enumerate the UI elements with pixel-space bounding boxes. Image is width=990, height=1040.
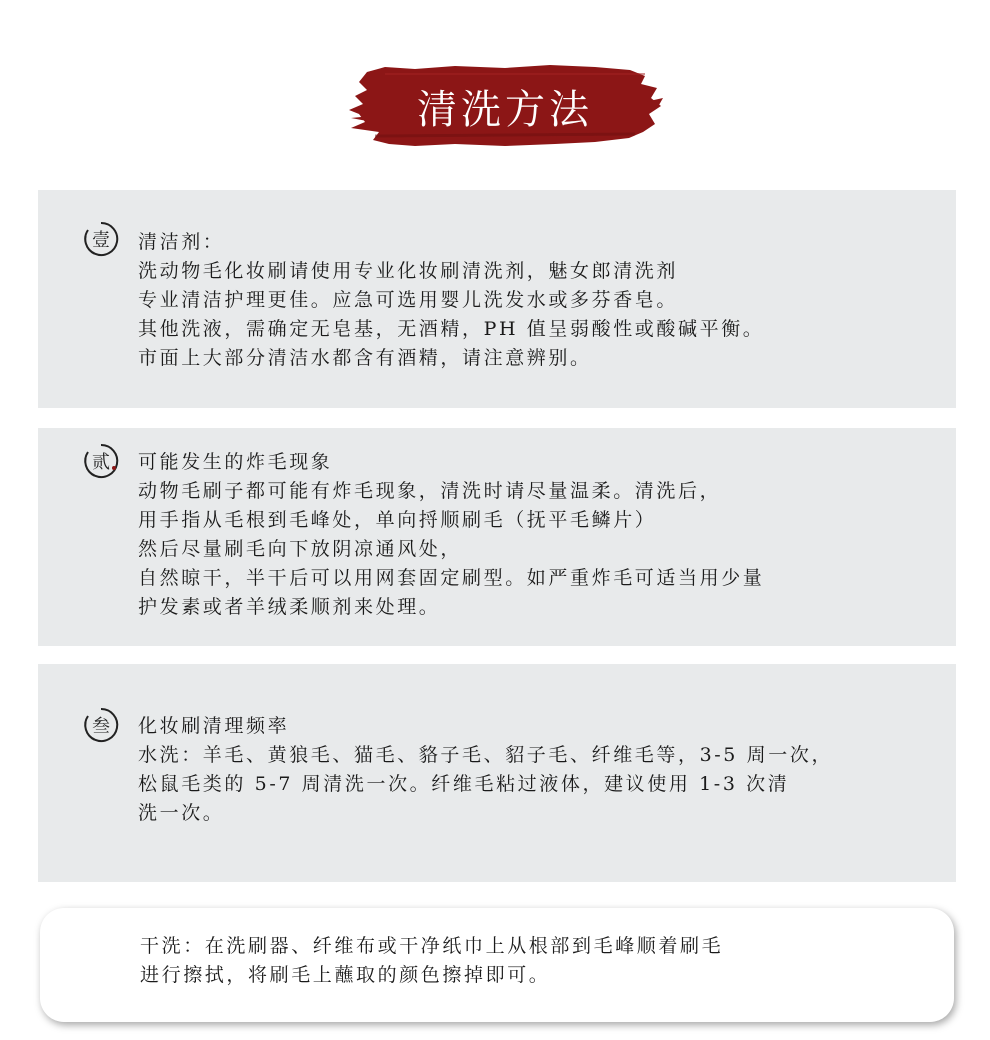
seal-stamp-icon xyxy=(82,220,120,258)
section-line: 动物毛刷子都可能有炸毛现象，清洗时请尽量温柔。清洗后， xyxy=(138,480,722,502)
seal-character: 贰 xyxy=(92,452,110,473)
section-title: 清洁剂： xyxy=(138,231,225,253)
page-title: 清洗方法 xyxy=(417,86,593,133)
section-frizz xyxy=(38,428,956,646)
section-line: 用手指从毛根到毛峰处，单向捋顺刷毛（抚平毛鳞片） xyxy=(138,509,657,531)
section-line: 松鼠毛类的 5-7 周清洗一次。纤维毛粘过液体，建议使用 1-3 次清 xyxy=(138,773,790,795)
dry-wash-line: 进行擦拭，将刷毛上蘸取的颜色擦掉即可。 xyxy=(140,964,551,986)
section-line: 洗一次。 xyxy=(138,802,225,824)
section-line: 专业清洁护理更佳。应急可选用婴儿洗发水或多芬香皂。 xyxy=(138,289,679,311)
section-line: 然后尽量刷毛向下放阴凉通风处， xyxy=(138,538,463,560)
section-line: 其他洗液，需确定无皂基，无酒精，PH 值呈弱酸性或酸碱平衡。 xyxy=(138,318,765,340)
title-banner xyxy=(345,58,665,154)
section-title: 化妆刷清理频率 xyxy=(138,715,290,737)
dry-wash-line: 干洗：在洗刷器、纤维布或干净纸巾上从根部到毛峰顺着刷毛 xyxy=(140,935,724,957)
section-text xyxy=(138,448,916,622)
dry-wash-card xyxy=(40,908,954,1022)
section-line: 水洗：羊毛、黄狼毛、猫毛、貉子毛、貂子毛、纤维毛等，3-5 周一次， xyxy=(138,744,834,766)
seal-character: 壹 xyxy=(92,230,110,251)
seal-stamp-icon xyxy=(82,706,120,744)
section-frequency xyxy=(38,664,956,882)
section-line: 市面上大部分清洁水都含有酒精，请注意辨别。 xyxy=(138,347,592,369)
section-title: 可能发生的炸毛现象 xyxy=(138,451,333,473)
seal-stamp-icon xyxy=(82,442,120,480)
dry-wash-text xyxy=(140,932,914,990)
section-line: 洗动物毛化妆刷请使用专业化妆刷清洗剂，魅女郎清洗剂 xyxy=(138,260,679,282)
section-text xyxy=(138,228,916,373)
section-cleaner xyxy=(38,190,956,408)
section-text xyxy=(138,712,916,828)
seal-character: 叁 xyxy=(92,716,110,737)
section-line: 护发素或者羊绒柔顺剂来处理。 xyxy=(138,596,441,618)
section-line: 自然晾干，半干后可以用网套固定刷型。如严重炸毛可适当用少量 xyxy=(138,567,765,589)
